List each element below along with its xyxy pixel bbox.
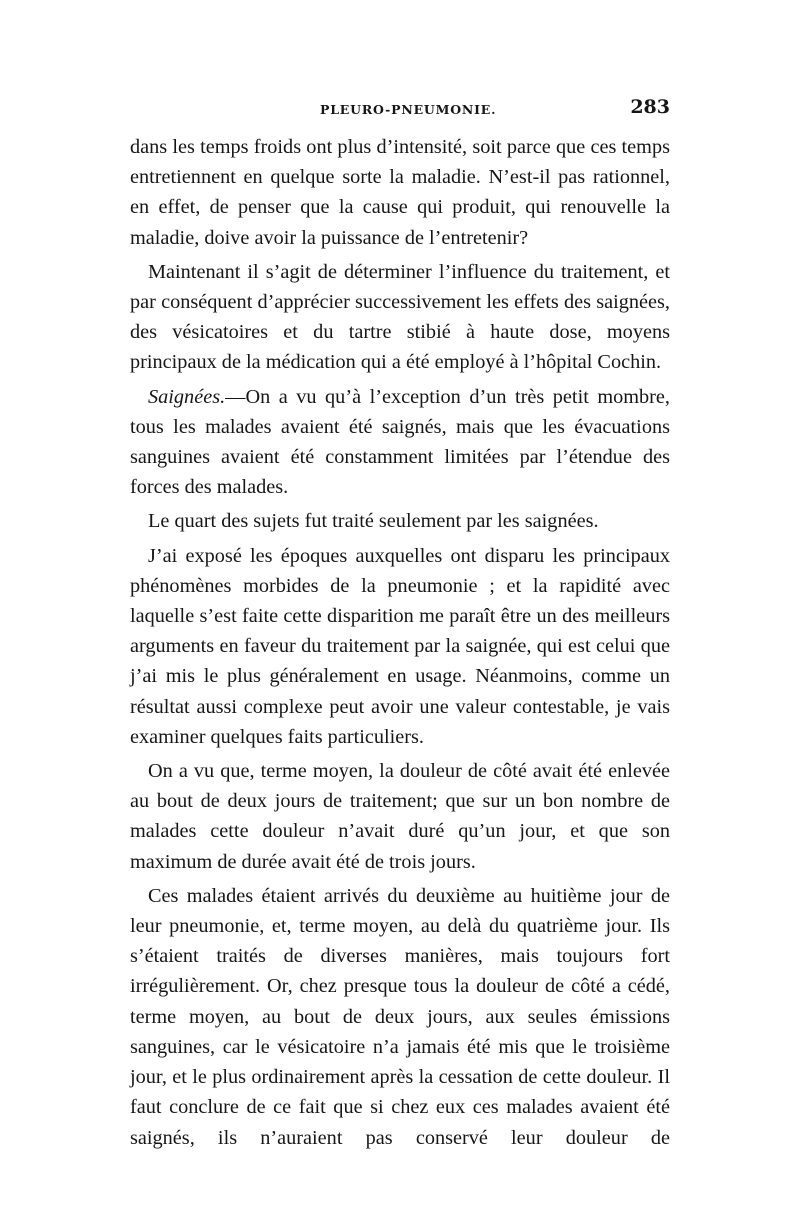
paragraph-text: On a vu que, terme moyen, la douleur de côté avait été enlevée au bout de deux jours de traitement; que sur un bon nombre de malades cette douleur n’avait duré qu’un jour, et que son maximum de durée avait été de trois jours. — [130, 760, 670, 873]
section-lead: Saignées. — [148, 385, 226, 408]
paragraph — [130, 257, 670, 378]
paragraph — [130, 541, 670, 752]
paragraph-text: J’ai exposé les époques auxquelles ont disparu les principaux phénomènes morbides de la pneumonie ; et la rapidité avec laquelle s’est faite cette disparition me paraît être un des meilleurs arguments en faveur du traitement par la saignée, qui est celui que j’ai mis le plus généralement en usage. Néanmoins, comme un résultat aussi complexe peut avoir une valeur contestable, je vais examiner quelques faits particuliers. — [130, 544, 670, 748]
page-number: 283 — [630, 96, 670, 118]
paragraph — [130, 881, 670, 1153]
paragraph-text: Le quart des sujets fut traité seulement par les saignées. — [148, 510, 599, 533]
body-text — [130, 132, 670, 1153]
paragraph-text: Ces malades étaient arrivés du deuxième au huitième jour de leur pneumonie, et, terme moyen, au delà du quatrième jour. Ils s’étaient traités de diverses manières, mais toujours fort irrégulièrement. Or, chez presque tous la douleur de côté a cédé, terme moyen, au bout de deux jours, aux seules émissions sanguines, car le vésicatoire n’a jamais été mis que le troisième jour, et le plus ordinairement après la cessation de cette douleur. Il faut conclure de ce fait que si chez eux ces malades avaient été saignés, ils n’auraient pas conservé leur douleur de — [130, 884, 670, 1149]
running-head: PLEURO-PNEUMONIE. — [320, 102, 497, 117]
page-header — [130, 94, 670, 132]
paragraph-text: dans les temps froids ont plus d’intensité, soit parce que ces temps entretiennent en quelque sorte la maladie. N’est-il pas rationnel, en effet, de penser que la cause qui produit, qui renouvelle la maladie, doive avoir la puissance de l’entretenir? — [130, 136, 670, 249]
paragraph — [130, 506, 670, 536]
paragraph-text: —On a vu qu’à l’exception d’un très petit mombre, tous les malades avaient été saignés, mais que les évacuations sanguines avaient été constamment limitées par l’étendue des forces des malades. — [130, 385, 670, 499]
paragraph-text: Maintenant il s’agit de déterminer l’influence du traitement, et par conséquent d’apprécier successivement les effets des saignées, des vésicatoires et du tartre stibié à haute dose, moyens principaux de la médication qui a été employé à l’hôpital Cochin. — [130, 260, 670, 374]
paragraph — [130, 382, 670, 503]
paragraph — [130, 132, 670, 253]
book-page — [130, 94, 670, 1157]
paragraph — [130, 756, 670, 877]
